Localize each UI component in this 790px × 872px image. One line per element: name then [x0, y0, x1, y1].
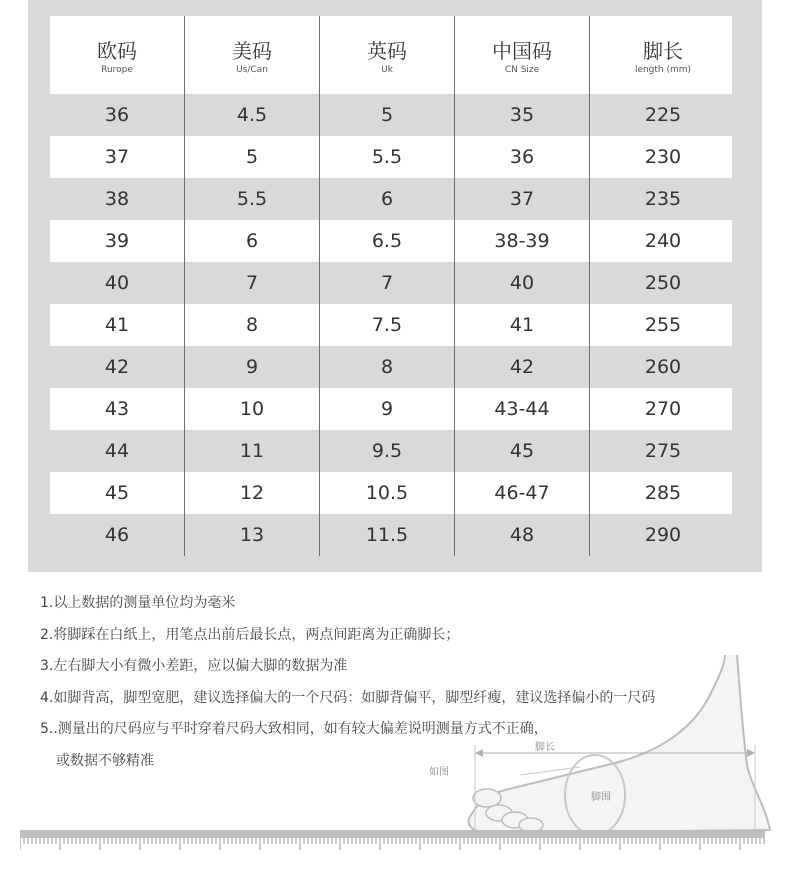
table-row: [50, 304, 732, 346]
foot-outline: [469, 655, 770, 833]
table-cell: 225: [644, 104, 682, 126]
table-cell: 42: [50, 346, 185, 388]
table-cell: 6: [320, 178, 455, 220]
table-cell: 285: [644, 482, 682, 504]
note-5-continued: 或数据不够精准: [56, 752, 154, 769]
table-cell: 5.5: [320, 136, 455, 178]
header-title: 欧码: [97, 39, 137, 63]
header-cell: [590, 16, 736, 94]
table-cell: 40: [50, 262, 185, 304]
table-row: [50, 430, 732, 472]
table-cell: 5.5: [185, 178, 320, 220]
table-row: [50, 514, 732, 556]
table-cell: 10: [185, 388, 320, 430]
table-cell: 9: [320, 388, 455, 430]
table-cell: 11: [185, 430, 320, 472]
foot-measurement-diagram: [425, 655, 790, 840]
figure-label: 如图: [429, 767, 449, 778]
table-cell: 40: [455, 262, 590, 304]
table-cell: 38: [50, 178, 185, 220]
table-cell: 260: [644, 356, 682, 378]
table-cell: 46-47: [455, 472, 590, 514]
table-cell: 9.5: [320, 430, 455, 472]
table-cell: 8: [320, 346, 455, 388]
header-title: 美码: [232, 39, 272, 63]
table-cell: 10.5: [320, 472, 455, 514]
table-cell: 13: [185, 514, 320, 556]
header-title: 脚长: [643, 39, 683, 63]
girth-label: 脚围: [591, 792, 611, 803]
table-cell: 36: [455, 136, 590, 178]
table-cell: 37: [455, 178, 590, 220]
header-cell: [455, 16, 590, 94]
table-cell: 290: [644, 524, 682, 546]
table-cell: 7: [320, 262, 455, 304]
table-cell: 48: [455, 514, 590, 556]
table-cell: 230: [644, 146, 682, 168]
length-arrow-left-head: [475, 749, 483, 757]
header-subtitle: Us/Can: [236, 65, 268, 75]
table-row: [50, 220, 732, 262]
table-cell: 6: [185, 220, 320, 262]
table-cell: 35: [455, 94, 590, 136]
note-3: 3.左右脚大小有微小差距，应以偏大脚的数据为准: [40, 658, 348, 674]
header-title: 英码: [367, 39, 407, 63]
table-cell: 43: [50, 388, 185, 430]
table-cell: 46: [50, 514, 185, 556]
table-cell: 5: [320, 94, 455, 136]
length-arrow-right-head: [747, 749, 755, 757]
header-subtitle: length (mm): [634, 65, 692, 75]
note-2: 2.将脚踩在白纸上，用笔点出前后最长点，两点间距离为正确脚长；: [40, 626, 460, 643]
note-5: 5..测量出的尺码应与平时穿着尺码大致相同，如有较大偏差说明测量方式不正确，: [40, 721, 548, 737]
table-cell: 270: [644, 398, 682, 420]
table-cell: 11.5: [320, 514, 455, 556]
note-1: 1.以上数据的测量单位均为毫米: [40, 595, 236, 611]
ruler-bar: [20, 830, 765, 838]
table-cell: 6.5: [320, 220, 455, 262]
header-title: 中国码: [492, 39, 552, 63]
size-table-panel: [28, 0, 762, 572]
toe-1: [473, 789, 501, 807]
header-cell: [50, 16, 185, 94]
table-cell: 43-44: [455, 388, 590, 430]
table-row: [50, 388, 732, 430]
table-row: [50, 178, 732, 220]
header-cell: [320, 16, 455, 94]
size-table: [50, 16, 732, 556]
table-row: [50, 472, 732, 514]
table-cell: 36: [50, 94, 185, 136]
table-cell: 250: [644, 272, 682, 294]
note-4: 4.如脚背高，脚型宽肥，建议选择偏大的一个尺码：如脚背偏平，脚型纤瘦，建议选择偏小的一尺码: [40, 689, 656, 706]
table-cell: 44: [50, 430, 185, 472]
table-cell: 42: [455, 346, 590, 388]
table-cell: 9: [185, 346, 320, 388]
header-subtitle: CN Size: [504, 65, 540, 75]
table-cell: 41: [455, 304, 590, 346]
table-cell: 235: [644, 188, 682, 210]
table-cell: 8: [185, 304, 320, 346]
table-row: [50, 346, 732, 388]
table-cell: 45: [50, 472, 185, 514]
table-cell: 4.5: [185, 94, 320, 136]
table-cell: 5: [185, 136, 320, 178]
table-cell: 45: [455, 430, 590, 472]
header-subtitle: Uk: [381, 65, 393, 75]
table-row: [50, 262, 732, 304]
ruler-strip: [20, 830, 765, 854]
table-cell: 37: [50, 136, 185, 178]
length-label: 脚长: [535, 742, 555, 753]
header-cell: [185, 16, 320, 94]
table-cell: 41: [50, 304, 185, 346]
table-row: [50, 94, 732, 136]
table-cell: 12: [185, 472, 320, 514]
header-subtitle: Rurope: [101, 65, 133, 75]
table-cell: 275: [644, 440, 682, 462]
table-header: [50, 16, 732, 94]
table-cell: 38-39: [455, 220, 590, 262]
table-cell: 7: [185, 262, 320, 304]
table-cell: 39: [50, 220, 185, 262]
table-cell: 255: [644, 314, 682, 336]
table-cell: 240: [644, 230, 682, 252]
table-cell: 7.5: [320, 304, 455, 346]
table-row: [50, 136, 732, 178]
